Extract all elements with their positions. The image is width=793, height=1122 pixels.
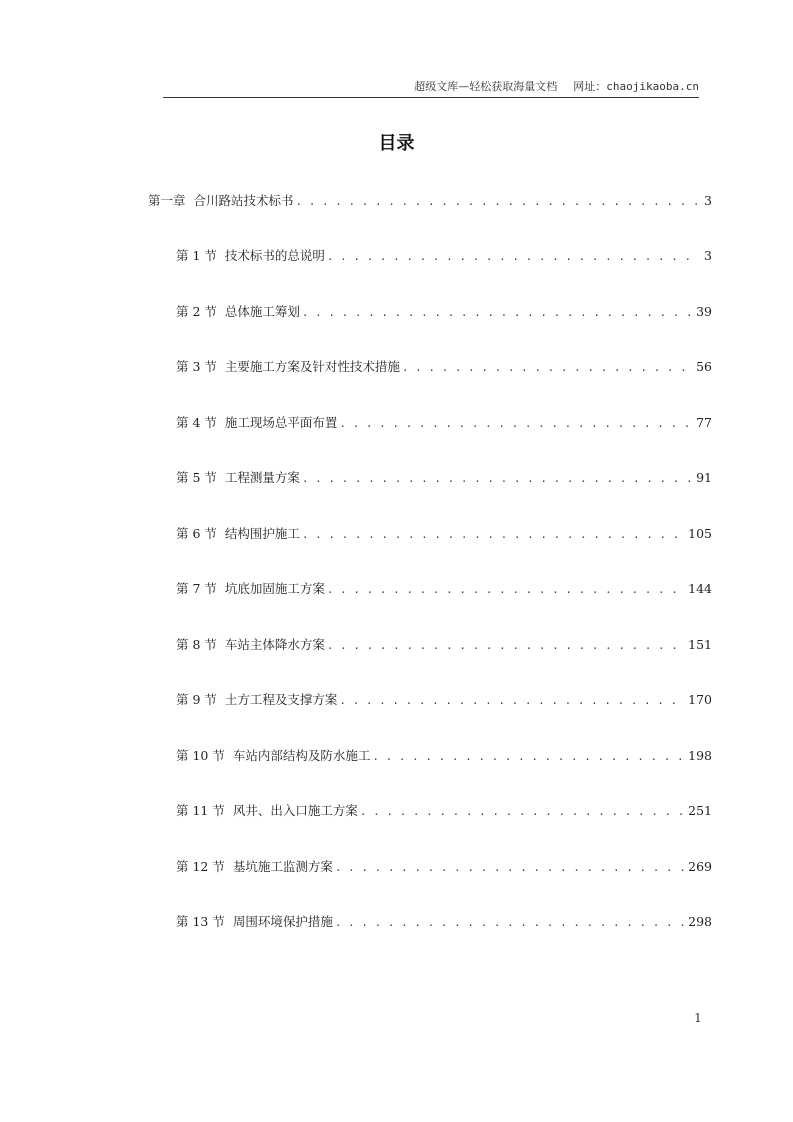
toc-entry-page: 298 xyxy=(688,914,712,929)
toc-entry-number: 第 10 节 xyxy=(176,748,225,763)
toc-dot-leader xyxy=(302,470,692,488)
page-number: 1 xyxy=(694,1011,702,1025)
toc-entry-page: 105 xyxy=(688,526,712,541)
toc-dot-leader xyxy=(339,692,684,710)
toc-entry-page: 39 xyxy=(696,304,712,319)
toc-entry-section-5[interactable] xyxy=(176,469,712,487)
toc-entry-label: 结构围护施工 xyxy=(224,526,300,541)
toc-dot-leader xyxy=(360,803,684,821)
toc-dot-leader xyxy=(335,914,684,932)
toc-entry-page: 91 xyxy=(696,470,712,485)
toc-dot-leader xyxy=(327,581,684,599)
toc-entry-number: 第 6 节 xyxy=(176,526,217,541)
toc-dot-leader xyxy=(372,748,684,766)
toc-entry-number: 第 8 节 xyxy=(176,637,217,652)
toc-dot-leader xyxy=(402,359,692,377)
toc-dot-leader xyxy=(302,526,684,544)
toc-entry-section-13[interactable] xyxy=(176,913,712,931)
toc-entry-page: 269 xyxy=(688,859,712,874)
toc-dot-leader xyxy=(327,248,700,266)
toc-dot-leader xyxy=(302,304,692,322)
toc-entry-section-9[interactable] xyxy=(176,691,712,709)
toc-entry-section-1[interactable] xyxy=(176,247,712,265)
toc-entry-label: 工程测量方案 xyxy=(224,470,300,485)
toc-entry-label: 主要施工方案及针对性技术措施 xyxy=(224,359,400,374)
toc-entry-page: 198 xyxy=(688,748,712,763)
toc-entry-section-8[interactable] xyxy=(176,636,712,654)
header-url-label: 网址： xyxy=(573,80,607,93)
toc-entry-label: 车站内部结构及防水施工 xyxy=(232,748,371,763)
toc-entry-label: 坑底加固施工方案 xyxy=(224,581,325,596)
toc-entry-section-2[interactable] xyxy=(176,303,712,321)
toc-entry-chapter-1[interactable] xyxy=(148,192,712,210)
toc-entry-label: 施工现场总平面布置 xyxy=(224,415,338,430)
toc-entry-label: 风井、出入口施工方案 xyxy=(232,803,358,818)
toc-entry-label: 车站主体降水方案 xyxy=(224,637,325,652)
toc-entry-section-4[interactable] xyxy=(176,414,712,432)
toc-entry-number: 第 2 节 xyxy=(176,304,217,319)
toc-entry-number: 第 9 节 xyxy=(176,692,217,707)
toc-dot-leader xyxy=(335,859,684,877)
toc-entry-section-7[interactable] xyxy=(176,580,712,598)
toc-entry-section-11[interactable] xyxy=(176,802,712,820)
toc-entry-section-3[interactable] xyxy=(176,358,712,376)
toc-entry-label: 基坑施工监测方案 xyxy=(232,859,333,874)
toc-entry-number: 第一章 xyxy=(148,193,186,208)
toc-dot-leader xyxy=(327,637,684,655)
toc-dot-leader xyxy=(296,193,701,211)
toc-entry-section-12[interactable] xyxy=(176,858,712,876)
toc-entry-label: 周围环境保护措施 xyxy=(232,914,333,929)
toc-entry-label: 技术标书的总说明 xyxy=(224,248,325,263)
toc-entry-page: 3 xyxy=(704,193,712,208)
toc-entry-page: 151 xyxy=(688,637,712,652)
toc-entry-page: 56 xyxy=(696,359,712,374)
toc-entry-number: 第 5 节 xyxy=(176,470,217,485)
header-url[interactable]: chaojikaoba.cn xyxy=(606,80,699,93)
header-site-name: 超级文库—轻松获取海量文档 xyxy=(414,80,558,93)
toc-entry-number: 第 13 节 xyxy=(176,914,225,929)
toc-entry-number: 第 7 节 xyxy=(176,581,217,596)
toc-entry-page: 144 xyxy=(688,581,712,596)
toc-entry-number: 第 3 节 xyxy=(176,359,217,374)
toc-entry-number: 第 11 节 xyxy=(176,803,225,818)
toc-entry-label: 合川路站技术标书 xyxy=(193,193,294,208)
toc-entry-number: 第 12 节 xyxy=(176,859,225,874)
toc-dot-leader xyxy=(339,415,692,433)
toc-entry-number: 第 4 节 xyxy=(176,415,217,430)
toc-title: 目录 xyxy=(378,133,415,154)
toc-entry-section-10[interactable] xyxy=(176,747,712,765)
toc-entry-page: 3 xyxy=(704,248,712,263)
toc-entry-section-6[interactable] xyxy=(176,525,712,543)
toc-entry-page: 77 xyxy=(696,415,712,430)
toc-entry-label: 土方工程及支撑方案 xyxy=(224,692,338,707)
toc-entry-page: 170 xyxy=(688,692,712,707)
toc-entry-page: 251 xyxy=(688,803,712,818)
toc-entry-number: 第 1 节 xyxy=(176,248,217,263)
toc-entry-label: 总体施工筹划 xyxy=(224,304,300,319)
